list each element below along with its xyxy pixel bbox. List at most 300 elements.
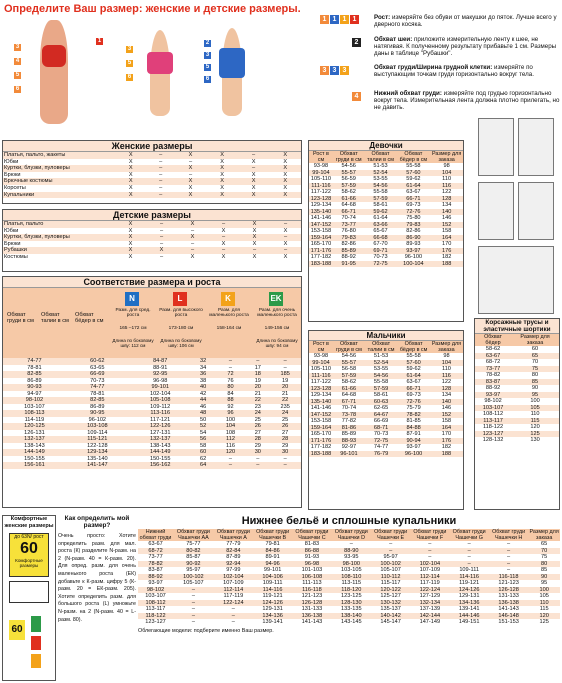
table-cell: 63-67 — [397, 189, 431, 196]
table-row — [138, 619, 560, 626]
table-cell: 125-127 — [371, 593, 410, 600]
table-cell: 64-68 — [333, 202, 365, 209]
table-cell: 92-94 — [214, 561, 253, 568]
table-cell: – — [215, 358, 247, 365]
table-cell: 74-77 — [3, 358, 66, 365]
row-mark: – — [159, 171, 163, 178]
row-mark: X — [128, 253, 133, 260]
table-cell: 62-65 — [365, 405, 397, 412]
table-cell: 98-102 — [475, 398, 511, 405]
table-cell: 99-101 — [253, 567, 292, 574]
matrix-row — [3, 254, 301, 261]
table-cell: 141-143 — [292, 619, 331, 626]
kids-sizes-title: Детские размеры — [3, 210, 301, 221]
table-cell: 80 — [511, 372, 559, 379]
table-cell: 58-61 — [365, 202, 397, 209]
table-cell: 80 — [215, 384, 247, 391]
row-mark: – — [159, 191, 163, 198]
table-cell: 152 — [430, 412, 463, 419]
row-mark: – — [159, 240, 164, 247]
jacket-sketch — [478, 246, 554, 314]
table-cell: 57-59 — [333, 373, 365, 380]
table-cell: 132-137 — [3, 436, 66, 443]
table-cell: 135-140 — [66, 456, 129, 463]
table-cell: 74-77 — [365, 444, 397, 451]
table-cell: 88-91 — [129, 365, 192, 372]
table-cell: 128 — [430, 196, 463, 203]
table-cell: 90 — [528, 574, 560, 581]
table-cell: 134 — [430, 392, 463, 399]
table-cell: 149-151 — [449, 619, 489, 626]
column-header: Обхват бёдер — [475, 334, 511, 346]
table-cell: – — [173, 593, 214, 600]
table-cell: 25 — [269, 417, 301, 424]
table-cell: 142-144 — [410, 613, 449, 620]
table-cell: 114-116 — [253, 587, 292, 594]
briefs-title: Корсажные трусы и эластичные шортики — [475, 319, 559, 334]
table-cell: 117-119 — [410, 580, 449, 587]
table-cell: 99-104 — [309, 170, 333, 177]
row-mark: X — [252, 234, 257, 241]
table-cell: 107-109 — [214, 580, 253, 587]
table-cell: 85-89 — [333, 248, 365, 255]
table-cell: 75 — [528, 554, 560, 561]
row-mark: X — [283, 178, 288, 185]
row-mark: X — [252, 227, 257, 234]
table-cell: 75-79 — [397, 405, 430, 412]
table-cell: 78-82 — [397, 412, 430, 419]
table-cell: 73-78 — [333, 412, 365, 419]
table-cell: 84 — [215, 391, 247, 398]
table-cell: 19 — [269, 378, 301, 385]
swatch-yellow — [31, 654, 41, 668]
size-tag-lines — [9, 581, 49, 603]
side-seam-note: Длина по боковому шву: 94 см — [256, 338, 298, 349]
table-cell: 98 — [430, 163, 463, 170]
table-cell: 82-85 — [3, 371, 66, 378]
row-label: Брючные костюмы — [4, 178, 53, 185]
table-cell: 54-56 — [333, 163, 365, 170]
table-cell: 151-153 — [489, 619, 528, 626]
row-mark: X — [283, 227, 288, 234]
briefs-panel — [474, 318, 560, 510]
table-cell: 105 — [528, 593, 560, 600]
row-mark: X — [128, 191, 133, 198]
table-cell: 55-58 — [365, 189, 397, 196]
table-cell: 105-107 — [371, 567, 410, 574]
table-cell: 140 — [430, 209, 463, 216]
row-mark: X — [251, 178, 256, 185]
table-cell: 86-89 — [3, 378, 66, 385]
table-cell: 159-164 — [310, 424, 332, 431]
size-letter-height: 158-164 см — [216, 326, 242, 331]
table-cell: 124-126 — [253, 600, 292, 607]
table-cell: 99-101 — [129, 384, 192, 391]
table-cell: – — [214, 606, 253, 613]
table-cell: 177-182 — [310, 254, 332, 260]
table-cell: 24 — [246, 410, 269, 417]
table-cell: 66-69 — [365, 418, 397, 425]
table-cell: 115 — [528, 606, 560, 613]
table-cell: 90-93 — [3, 384, 66, 391]
row-mark: X — [128, 165, 133, 172]
table-cell: 156-161 — [3, 462, 66, 469]
table-cell: 72-76 — [397, 399, 430, 406]
table-cell: 87-89 — [214, 554, 253, 561]
column-header: Обхват груди Чашечки C — [292, 529, 331, 541]
boy-shirt — [219, 48, 245, 78]
table-cell: 106-108 — [292, 574, 331, 581]
table-cell: 79-83 — [333, 235, 365, 242]
table-cell: 111-113 — [292, 580, 331, 587]
table-cell: 91-95 — [333, 261, 365, 268]
table-cell: 113-117 — [475, 418, 511, 425]
table-cell: 116 — [430, 183, 463, 190]
row-label: Платья, пальто, жакеты — [4, 152, 66, 158]
table-cell: – — [489, 561, 528, 568]
table-cell: 58-62 — [475, 346, 511, 353]
table-cell: 55-58 — [365, 379, 397, 386]
row-mark: – — [159, 152, 163, 158]
boys-title: Мальчики — [309, 331, 463, 341]
table-cell: 54-56 — [333, 353, 365, 360]
size-letter-height: 173-180 см — [168, 326, 194, 331]
correspondence-table — [3, 358, 301, 469]
table-cell: 108-112 — [475, 411, 511, 418]
column-header: Обхват груди Чашечки E — [371, 529, 410, 541]
row-mark: – — [221, 221, 226, 227]
table-cell: 146-148 — [489, 613, 528, 620]
row-mark: X — [190, 253, 195, 260]
col-waist: Обхват талии в см — [41, 312, 69, 325]
table-cell: 81-83 — [292, 541, 331, 548]
table-cell: 146 — [430, 215, 463, 222]
table-cell: 105 — [511, 405, 559, 412]
row-mark: – — [221, 247, 226, 254]
table-cell: 122 — [430, 189, 463, 196]
table-row — [475, 437, 559, 444]
table-cell: – — [269, 365, 301, 372]
table-cell: 183-188 — [310, 260, 332, 267]
size-letter-height: 165 –172 см — [119, 326, 147, 331]
row-mark: X — [251, 184, 256, 191]
table-cell: – — [371, 548, 410, 555]
table-cell: 112-114 — [214, 587, 253, 594]
lingerie-table — [138, 529, 560, 626]
table-cell: 79-81 — [253, 541, 292, 548]
table-cell: 164 — [430, 235, 463, 242]
table-cell: 29 — [246, 443, 269, 450]
table-cell: – — [173, 606, 214, 613]
table-cell: 63-65 — [66, 365, 129, 372]
table-cell: 58 — [192, 443, 215, 450]
table-cell: 153-158 — [310, 228, 332, 234]
table-cell: 122 — [430, 379, 463, 386]
lingerie-footnote: Облегающие модели: подберите именно Ваш размер. — [138, 627, 274, 634]
row-mark: – — [190, 247, 195, 254]
table-cell: 21 — [246, 391, 269, 398]
table-cell: 135-137 — [371, 606, 410, 613]
table-cell: 63-67 — [138, 541, 173, 548]
row-mark: X — [128, 240, 133, 247]
column-header: Рост в см — [309, 341, 333, 353]
table-cell: 95 — [511, 392, 559, 399]
column-header: Размер для заказа — [431, 341, 462, 353]
row-mark: X — [283, 158, 288, 165]
matrix-row — [3, 165, 301, 172]
table-cell: 182 — [430, 444, 463, 451]
row-label: Корсеты — [4, 184, 26, 191]
table-cell: 139-141 — [253, 619, 292, 626]
table-cell: 105-110 — [310, 366, 332, 372]
table-cell: 88-92 — [333, 254, 365, 261]
table-cell: 131-133 — [489, 593, 528, 600]
table-cell: 171-176 — [310, 437, 332, 444]
row-mark: X — [128, 171, 133, 178]
table-cell: – — [173, 587, 214, 594]
table-cell: 85-87 — [173, 554, 214, 561]
table-cell: 105-107 — [173, 580, 214, 587]
row-mark: X — [220, 165, 224, 172]
table-cell: 94-96 — [253, 561, 292, 568]
table-cell: 144-149 — [3, 449, 66, 456]
table-cell: 120 — [511, 424, 559, 431]
row-mark: X — [128, 158, 133, 165]
size-tag-label: Комфортные размеры — [15, 558, 43, 568]
table-cell: 146 — [430, 405, 463, 412]
table-cell: 60 — [511, 346, 559, 353]
table-cell: 132-134 — [410, 600, 449, 607]
row-mark: – — [252, 247, 257, 254]
table-cell: 18 — [246, 371, 269, 378]
table-cell: – — [410, 554, 449, 561]
table-cell: 113-116 — [129, 410, 192, 417]
table-cell: 68-71 — [365, 425, 397, 432]
size-tag — [9, 533, 49, 577]
table-cell: 134-136 — [253, 613, 292, 620]
row-mark: X — [221, 253, 226, 260]
table-cell: 66-68 — [365, 235, 397, 242]
table-cell: 130 — [511, 437, 559, 444]
table-cell: 54-56 — [365, 183, 397, 190]
table-cell: 176 — [430, 438, 463, 445]
table-cell: 122-124 — [214, 600, 253, 607]
table-cell: 136-138 — [489, 600, 528, 607]
table-cell: 60 — [192, 449, 215, 456]
table-cell: 87-91 — [397, 431, 430, 438]
table-cell: 81-86 — [333, 425, 365, 432]
matrix-row — [3, 178, 301, 185]
row-mark: X — [220, 158, 224, 165]
table-cell: 19 — [246, 378, 269, 385]
table-cell: 98-102 — [138, 587, 173, 594]
table-cell: 100 — [528, 587, 560, 594]
table-cell: 103-108 — [66, 423, 129, 430]
row-mark: X — [283, 171, 288, 178]
table-cell: – — [371, 541, 410, 548]
row-label: Костюмы — [4, 253, 28, 260]
table-cell: 102-104 — [214, 574, 253, 581]
table-cell: 121-123 — [292, 593, 331, 600]
table-cell: 118-122 — [138, 613, 173, 620]
table-cell: 55-57 — [333, 360, 365, 367]
table-cell: 171-176 — [310, 247, 332, 254]
table-cell: 117-121 — [129, 417, 192, 424]
girl-swimsuit — [147, 52, 173, 74]
table-cell: 170 — [430, 241, 463, 248]
table-cell: – — [246, 462, 269, 469]
table-cell: 129-131 — [253, 606, 292, 613]
table-cell: 65-67 — [365, 228, 397, 235]
size-letter-desc: Разм. для высокого роста — [159, 308, 203, 319]
table-cell: 66-71 — [397, 196, 431, 203]
table-cell: 96-101 — [333, 451, 365, 458]
table-cell: 50 — [192, 417, 215, 424]
row-mark: X — [220, 152, 224, 158]
table-cell: 123-127 — [138, 619, 173, 626]
table-cell: 75-77 — [173, 541, 214, 548]
table-cell: 68-72 — [475, 359, 511, 366]
table-cell: 96-102 — [66, 417, 129, 424]
side-seam-note: Длина по боковому шву: 112 см — [112, 338, 154, 349]
matrix-row — [3, 192, 301, 199]
table-cell: 85-89 — [333, 431, 365, 438]
matrix-row — [3, 185, 301, 192]
table-cell: 98 — [430, 353, 463, 360]
table-cell: 96-98 — [292, 561, 331, 568]
correspondence-header — [3, 288, 301, 358]
table-cell: 153-158 — [310, 418, 332, 424]
table-cell: 138-143 — [129, 443, 192, 450]
table-cell: 103-107 — [3, 404, 66, 411]
table-cell: 52 — [192, 423, 215, 430]
table-cell: 88-92 — [475, 385, 511, 392]
table-cell: 64-68 — [333, 392, 365, 399]
table-cell: 158 — [430, 418, 463, 425]
table-cell: 40 — [192, 384, 215, 391]
comfort-panel — [2, 515, 56, 681]
size-letter-EK: EK — [269, 292, 283, 306]
table-cell: – — [449, 554, 489, 561]
table-cell: 127-129 — [410, 593, 449, 600]
table-cell: 103-105 — [332, 567, 371, 574]
table-cell: 135-140 — [310, 398, 332, 405]
table-cell: 104 — [430, 170, 463, 177]
row-mark: – — [159, 184, 163, 191]
table-cell: – — [215, 365, 247, 372]
table-cell: 21 — [269, 391, 301, 398]
women-sizes-panel — [2, 140, 302, 204]
table-cell: 158 — [430, 228, 463, 235]
table-cell: 108-110 — [332, 574, 371, 581]
table-cell: 159-164 — [310, 234, 332, 241]
table-cell: 61-64 — [397, 183, 431, 190]
column-header: Обхват талии в см — [365, 341, 397, 353]
table-cell: 70-73 — [365, 431, 397, 438]
row-mark: X — [128, 221, 133, 227]
swatch-green — [31, 616, 41, 632]
row-label: Брюки — [4, 240, 21, 247]
table-cell: 100-102 — [173, 574, 214, 581]
table-cell: 95-97 — [173, 567, 214, 574]
table-cell: 51-53 — [365, 163, 397, 170]
legend-item-4: Нижний обхват груди: измеряйте под грудью горизонтально вокруг тела. Измерительная лента должна плотно прилегать, но не давить. — [374, 90, 560, 112]
table-cell: 65 — [528, 541, 560, 548]
table-cell: 129-134 — [310, 392, 332, 398]
table-cell: 61-64 — [397, 373, 430, 380]
table-cell: 69-73 — [397, 392, 430, 399]
table-cell: 128-130 — [332, 600, 371, 607]
table-cell: 164 — [430, 425, 463, 432]
matrix-row — [3, 152, 301, 159]
table-cell: 59-62 — [397, 176, 431, 183]
table-cell: 235 — [269, 404, 301, 411]
row-mark: X — [251, 191, 256, 198]
table-cell: 107-109 — [410, 567, 449, 574]
woman-figure — [40, 20, 68, 124]
how-to-title: Как определить мой размер? — [64, 515, 130, 529]
row-mark: – — [159, 234, 164, 241]
matrix-row — [3, 172, 301, 179]
row-label: Юбки — [4, 158, 19, 165]
table-cell: 116 — [430, 373, 463, 380]
col-bust: Обхват груди в см — [7, 312, 34, 325]
table-cell: 93-98 — [309, 353, 333, 360]
table-cell: 68-72 — [138, 548, 173, 555]
row-label: Юбки — [4, 227, 19, 234]
table-cell: 93-98 — [309, 163, 333, 170]
woman-swimsuit — [42, 45, 66, 67]
row-mark: X — [283, 165, 288, 172]
table-cell: 66-71 — [333, 209, 365, 216]
table-cell: – — [489, 567, 528, 574]
table-cell: 20 — [246, 384, 269, 391]
matrix-row — [3, 221, 301, 228]
table-cell: 64 — [192, 462, 215, 469]
table-cell: 99-104 — [309, 360, 333, 367]
trousers-sketch-2 — [518, 118, 554, 176]
table-row — [3, 462, 301, 469]
table-cell: 140 — [430, 399, 463, 406]
table-cell: 165-170 — [310, 431, 332, 437]
table-header-row — [138, 529, 560, 541]
row-mark: – — [252, 152, 256, 158]
table-cell: – — [246, 456, 269, 463]
table-cell: 86-90 — [397, 235, 431, 242]
table-cell: 125 — [511, 431, 559, 438]
table-cell: 96-100 — [397, 451, 430, 458]
row-label: Рубашки — [4, 247, 27, 254]
table-cell: 95 — [528, 580, 560, 587]
table-cell: 141-143 — [489, 606, 528, 613]
table-cell: 100-102 — [371, 561, 410, 568]
table-cell: 56 — [192, 436, 215, 443]
table-cell: 92 — [215, 404, 247, 411]
table-cell: 109-111 — [253, 580, 292, 587]
table-cell: 90-94 — [397, 438, 430, 445]
kids-sizes-table — [3, 221, 301, 261]
table-cell: 29 — [269, 443, 301, 450]
table-cell: – — [489, 548, 528, 555]
table-cell: 30 — [246, 449, 269, 456]
table-cell: 51-53 — [365, 353, 397, 360]
table-cell: 82-84 — [214, 548, 253, 555]
table-cell: 144-149 — [129, 449, 192, 456]
row-mark: X — [221, 227, 226, 234]
table-cell: 55-58 — [397, 163, 431, 170]
legend-item-3: Обхват груди/Ширина грудной клетки: измеряйте по выступающим точкам груди горизонтально вокруг тела. — [374, 64, 534, 79]
row-mark: – — [190, 227, 195, 234]
